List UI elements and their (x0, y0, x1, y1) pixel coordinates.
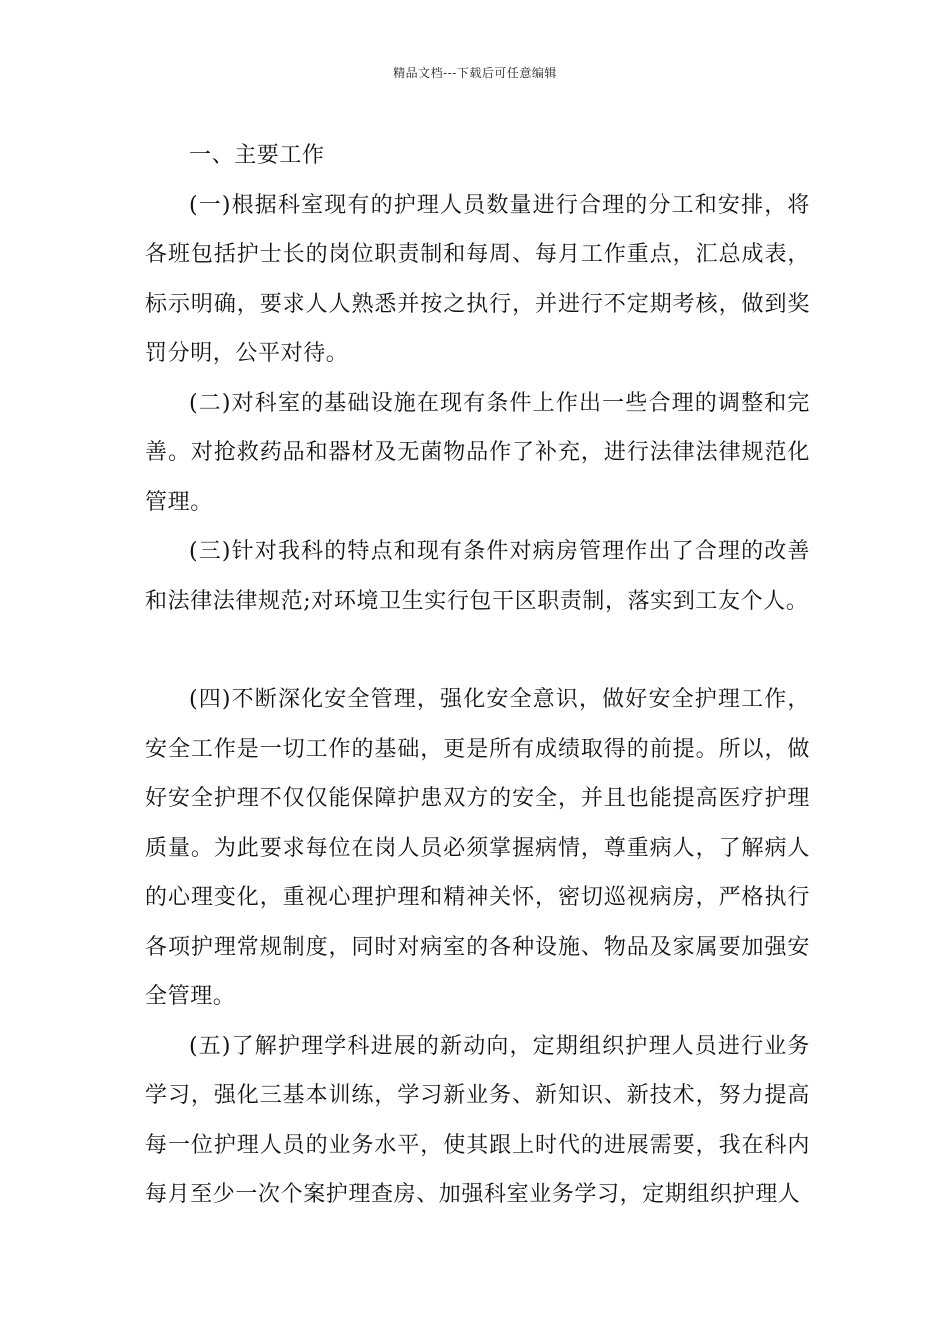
paragraph-1: (一)根据科室现有的护理人员数量进行合理的分工和安排，将各班包括护士长的岗位职责制和每周、每月工作重点，汇总成表，标示明确，要求人人熟悉并按之执行，并进行不定期考核，做到奖罚分明，公平对待。 (145, 192, 810, 366)
section-heading: 一、主要工作 (189, 143, 325, 168)
paragraph-4: (四)不断深化安全管理，强化安全意识，做好安全护理工作，安全工作是一切工作的基础，更是所有成绩取得的前提。所以，做好安全护理不仅仅能保障护患双方的安全，并且也能提高医疗护理质量。为此要求每位在岗人员必须掌握病情，尊重病人，了解病人的心理变化，重视心理护理和精神关怀，密切巡视病房，严格执行各项护理常规制度，同时对病室的各种设施、物品及家属要加强安全管理。 (145, 687, 810, 1009)
page-header: 精品文档---下载后可任意编辑 (393, 66, 557, 80)
paragraph-5: (五)了解护理学科进展的新动向，定期组织护理人员进行业务学习，强化三基本训练，学习新业务、新知识、新技术，努力提高每一位护理人员的业务水平，使其跟上时代的进展需要，我在科内每月至少一次个案护理查房、加强科室业务学习，定期组织护理人 (145, 1033, 810, 1207)
paragraph-2: (二)对科室的基础设施在现有条件上作出一些合理的调整和完善。对抢救药品和器材及无菌物品作了补充，进行法律法律规范化管理。 (145, 390, 810, 515)
paragraph-3: (三)针对我科的特点和现有条件对病房管理作出了合理的改善和法律法律规范;对环境卫生实行包干区职责制，落实到工友个人。 (145, 539, 810, 614)
document-body (145, 131, 810, 1220)
